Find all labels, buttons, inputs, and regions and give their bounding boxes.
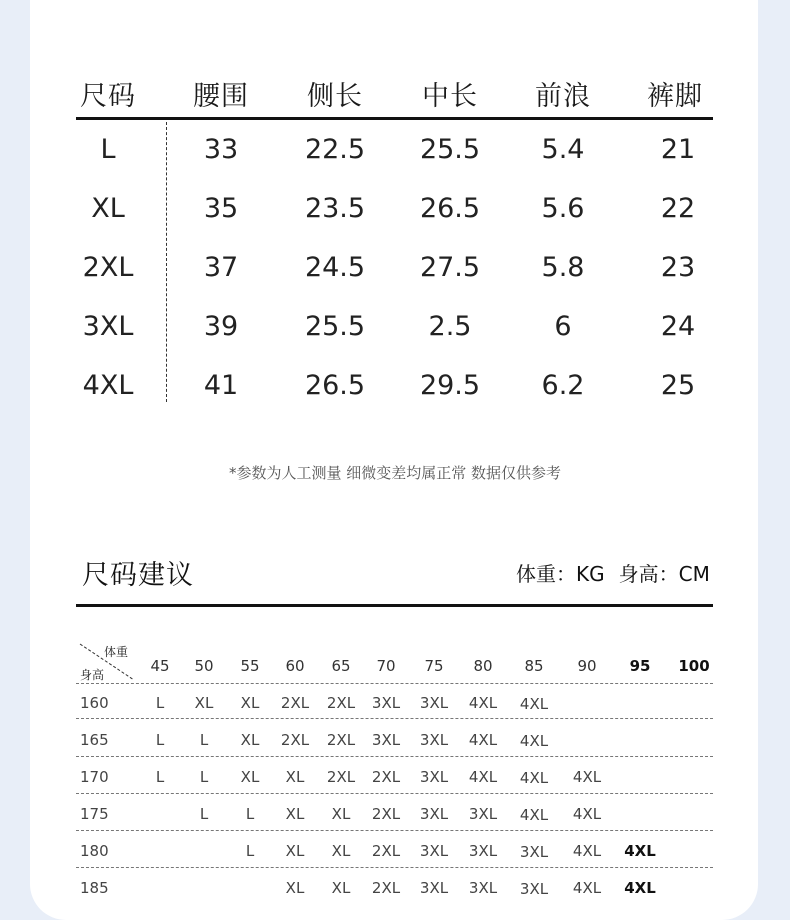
size-suggestion-cell: L <box>155 694 165 712</box>
size-table-cell: 23.5 <box>304 193 366 224</box>
size-table-cell: 3XL <box>82 311 134 342</box>
weight-column-header: 70 <box>376 657 396 675</box>
size-suggestion-cell: 4XL <box>468 731 498 749</box>
header-waist: 腰围 <box>193 81 249 112</box>
row-separator <box>76 793 713 794</box>
height-row-label: 185 <box>80 879 109 897</box>
size-table-cell: 39 <box>203 311 239 342</box>
height-row-label: 165 <box>80 731 109 749</box>
size-suggestion-cell: 2XL <box>280 694 310 712</box>
weight-column-header: 55 <box>240 657 260 675</box>
height-row-label: 180 <box>80 842 109 860</box>
suggestion-title: 尺码建议 <box>82 560 194 591</box>
size-suggestion-cell: L <box>199 731 209 749</box>
size-table-cell: L <box>100 134 116 165</box>
weight-column-header: 60 <box>285 657 305 675</box>
size-table-cell: 6 <box>554 311 572 342</box>
size-suggestion-cell: 3XL <box>468 879 498 897</box>
size-suggestion-cell: L <box>155 768 165 786</box>
weight-column-header: 65 <box>331 657 351 675</box>
height-row-label: 160 <box>80 694 109 712</box>
size-suggestion-cell: 2XL <box>326 694 356 712</box>
suggestion-units <box>516 558 724 587</box>
weight-column-header: 50 <box>194 657 214 675</box>
size-suggestion-cell: 2XL <box>280 731 310 749</box>
corner-weight-label: 体重 <box>104 645 129 659</box>
header-front-rise: 前浪 <box>535 81 591 112</box>
size-suggestion-cell: L <box>199 805 209 823</box>
row-separator <box>76 830 713 831</box>
size-suggestion-cell: 2XL <box>371 768 401 786</box>
size-suggestion-cell: 3XL <box>419 768 449 786</box>
size-suggestion-cell: 3XL <box>419 694 449 712</box>
size-table-cell: 25.5 <box>419 134 481 165</box>
weight-column-header: 75 <box>424 657 444 675</box>
weight-column-header: 90 <box>577 657 597 675</box>
size-table-cell: 25 <box>660 370 696 401</box>
size-suggestion-cell: 2XL <box>371 879 401 897</box>
size-suggestion-cell: XL <box>240 694 260 712</box>
weight-column-header: 45 <box>150 657 170 675</box>
size-suggestion-cell: 4XL <box>572 805 602 823</box>
header-hem: 裤脚 <box>647 81 703 112</box>
size-table-cell: 5.8 <box>541 252 585 283</box>
size-table-cell: 41 <box>203 370 239 401</box>
row-separator <box>76 718 713 719</box>
suggestion-rule <box>76 604 713 607</box>
size-suggestion-cell: 3XL <box>419 842 449 860</box>
weight-column-header: 100 <box>678 657 710 675</box>
header-size: 尺码 <box>80 81 136 112</box>
size-suggestion-cell: 4XL <box>468 768 498 786</box>
row-separator <box>76 683 713 684</box>
size-table-cell: 2XL <box>82 252 134 283</box>
size-suggestion-cell: 4XL <box>572 842 602 860</box>
size-table-cell: 4XL <box>82 370 134 401</box>
size-suggestion-cell: XL <box>240 768 260 786</box>
size-suggestion-cell: 3XL <box>519 880 549 898</box>
header-side-length: 侧长 <box>307 81 363 112</box>
size-suggestion-cell: 4XL <box>572 879 602 897</box>
weight-column-header: 85 <box>524 657 544 675</box>
size-suggestion-cell: 4XL <box>519 695 549 713</box>
size-suggestion-cell: 4XL <box>519 769 549 787</box>
size-suggestion-cell: XL <box>285 805 305 823</box>
corner-height-label: 身高 <box>80 668 105 682</box>
size-table-cell: 22 <box>660 193 696 224</box>
size-suggestion-cell: L <box>155 731 165 749</box>
size-suggestion-cell: L <box>199 768 209 786</box>
size-suggestion-cell: 2XL <box>326 768 356 786</box>
size-suggestion-cell: XL <box>285 879 305 897</box>
size-suggestion-cell: XL <box>194 694 214 712</box>
size-table-cell: 22.5 <box>304 134 366 165</box>
measurement-note: *参数为人工测量 细微变差均属正常 数据仅供参考 <box>228 464 562 482</box>
size-table-cell: 26.5 <box>419 193 481 224</box>
size-suggestion-cell: 3XL <box>371 694 401 712</box>
size-suggestion-cell: L <box>245 842 255 860</box>
size-table-cell: 5.6 <box>541 193 585 224</box>
size-table-cell: 21 <box>660 134 696 165</box>
size-suggestion-cell: 2XL <box>371 842 401 860</box>
size-suggestion-cell: 4XL <box>519 732 549 750</box>
size-suggestion-cell: 4XL <box>624 879 656 897</box>
size-suggestion-cell: 3XL <box>371 731 401 749</box>
size-suggestion-cell: XL <box>331 879 351 897</box>
row-separator <box>76 867 713 868</box>
size-table-cell: 25.5 <box>304 311 366 342</box>
size-suggestion-cell: 3XL <box>519 843 549 861</box>
size-suggestion-cell: 2XL <box>371 805 401 823</box>
size-suggestion-cell: 4XL <box>468 694 498 712</box>
size-table-cell: 2.5 <box>428 311 472 342</box>
size-table-cell: 24 <box>660 311 696 342</box>
row-separator <box>76 756 713 757</box>
weight-unit-label: 体重：KG <box>516 562 605 586</box>
size-table-cell: 33 <box>203 134 239 165</box>
size-table-cell: 5.4 <box>541 134 585 165</box>
size-table-cell: 29.5 <box>419 370 481 401</box>
size-table-cell: 23 <box>660 252 696 283</box>
size-table-rule <box>76 117 713 120</box>
height-unit-label: 身高：CM <box>618 562 710 586</box>
size-suggestion-cell: L <box>245 805 255 823</box>
header-mid-length: 中长 <box>422 81 478 112</box>
size-table-cell: 6.2 <box>541 370 585 401</box>
weight-column-header: 80 <box>473 657 493 675</box>
size-suggestion-cell: XL <box>331 805 351 823</box>
size-suggestion-cell: 3XL <box>419 731 449 749</box>
size-suggestion-cell: 4XL <box>519 806 549 824</box>
size-table-cell: 24.5 <box>304 252 366 283</box>
height-row-label: 170 <box>80 768 109 786</box>
size-suggestion-cell: XL <box>285 842 305 860</box>
size-suggestion-cell: XL <box>240 731 260 749</box>
size-suggestion-cell: XL <box>285 768 305 786</box>
size-table-cell: 27.5 <box>419 252 481 283</box>
size-suggestion-cell: 2XL <box>326 731 356 749</box>
size-table-cell: XL <box>91 193 125 224</box>
weight-column-header: 95 <box>629 657 651 675</box>
size-suggestion-cell: 3XL <box>468 805 498 823</box>
height-row-label: 175 <box>80 805 109 823</box>
size-suggestion-cell: 3XL <box>468 842 498 860</box>
size-suggestion-cell: XL <box>331 842 351 860</box>
size-suggestion-cell: 3XL <box>419 805 449 823</box>
size-table-cell: 37 <box>203 252 239 283</box>
corner-header <box>76 640 136 684</box>
size-table-cell: 35 <box>203 193 239 224</box>
size-suggestion-cell: 4XL <box>624 842 656 860</box>
size-suggestion-cell: 4XL <box>572 768 602 786</box>
size-suggestion-cell: 3XL <box>419 879 449 897</box>
size-table-cell: 26.5 <box>304 370 366 401</box>
